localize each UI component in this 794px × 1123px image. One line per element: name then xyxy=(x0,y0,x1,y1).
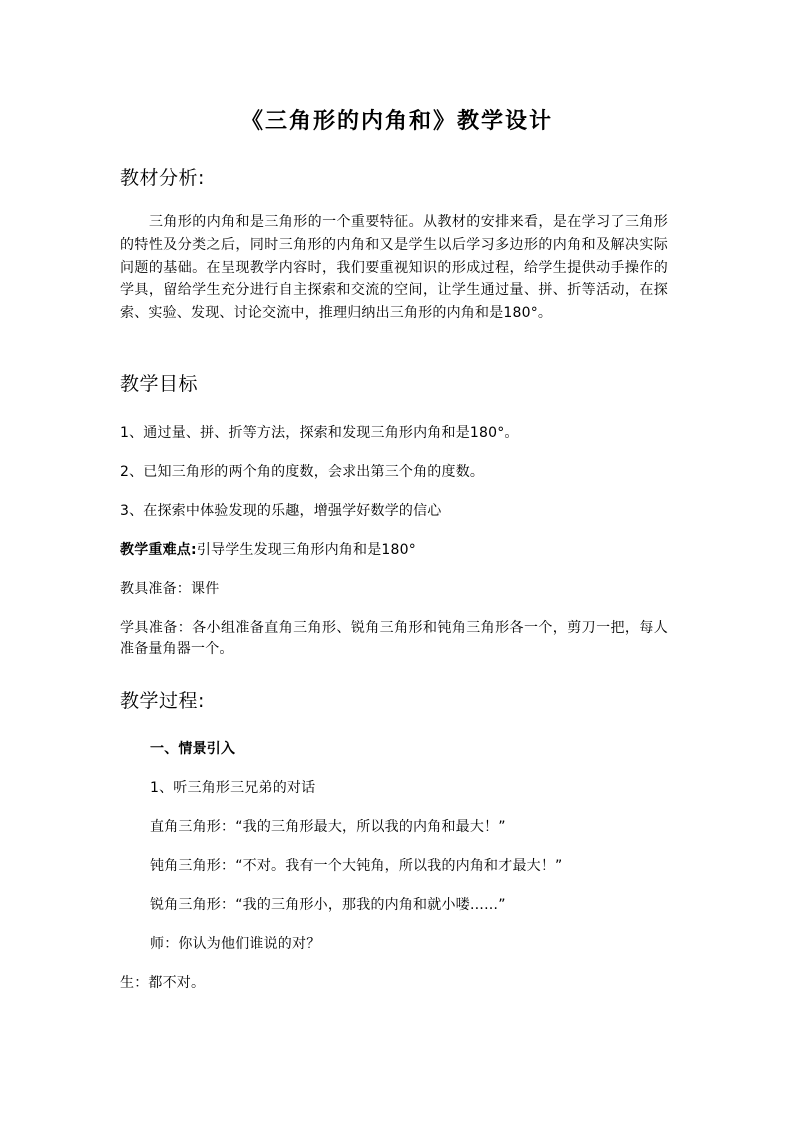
document-title: 《三角形的内角和》教学设计 xyxy=(240,108,553,134)
student-tools-paragraph: 学具准备：各小组准备直角三角形、锐角三角形和钝角三角形各一个，剪刀一把，每人准备量角器一个。 xyxy=(120,620,668,657)
teacher-tools-line: 教具准备：课件 xyxy=(120,581,220,597)
key-points-line xyxy=(120,540,416,560)
heading-material-analysis: 教材分析: xyxy=(120,167,205,189)
heading-teaching-process: 教学过程: xyxy=(120,690,205,712)
step1-line: 1、听三角形三兄弟的对话 xyxy=(150,780,316,796)
teacher-question: 师：你认为他们谁说的对？ xyxy=(150,936,321,952)
key-points-label: 教学重难点: xyxy=(120,542,197,558)
student-answer: 生：都不对。 xyxy=(120,975,206,991)
goal-item-2: 2、已知三角形的两个角的度数，会求出第三个角的度数。 xyxy=(120,464,485,480)
dialogue-right-triangle: 直角三角形：“我的三角形最大，所以我的内角和最大！” xyxy=(150,819,506,835)
part1-title: 一、情景引入 xyxy=(150,741,236,757)
key-points-text: 引导学生发现三角形内角和是180° xyxy=(196,542,416,558)
heading-teaching-goals: 教学目标 xyxy=(120,373,199,395)
goal-item-3: 3、在探索中体验发现的乐趣，增强学好数学的信心 xyxy=(120,503,442,519)
dialogue-obtuse-triangle: 钝角三角形：“不对。我有一个大钝角，所以我的内角和才最大！” xyxy=(150,858,563,874)
dialogue-acute-triangle: 锐角三角形：“我的三角形小，那我的内角和就小喽……” xyxy=(150,897,506,913)
goal-item-1: 1、通过量、拼、折等方法，探索和发现三角形内角和是180°。 xyxy=(120,425,519,441)
material-analysis-paragraph: 三角形的内角和是三角形的一个重要特征。从教材的安排来看，是在学习了三角形的特性及分类之后，同时三角形的内角和又是学生以后学习多边形的内角和及解决实际问题的基础。在呈现教学内容时，我们要重视知识的形成过程，给学生提供动手操作的学具，留给学生充分进行自主探索和交流的空间，让学生通过量、拼、折等活动，在探索、实验、发现、讨论交流中，推理归纳出三角形的内角和是180°。 xyxy=(120,214,668,322)
